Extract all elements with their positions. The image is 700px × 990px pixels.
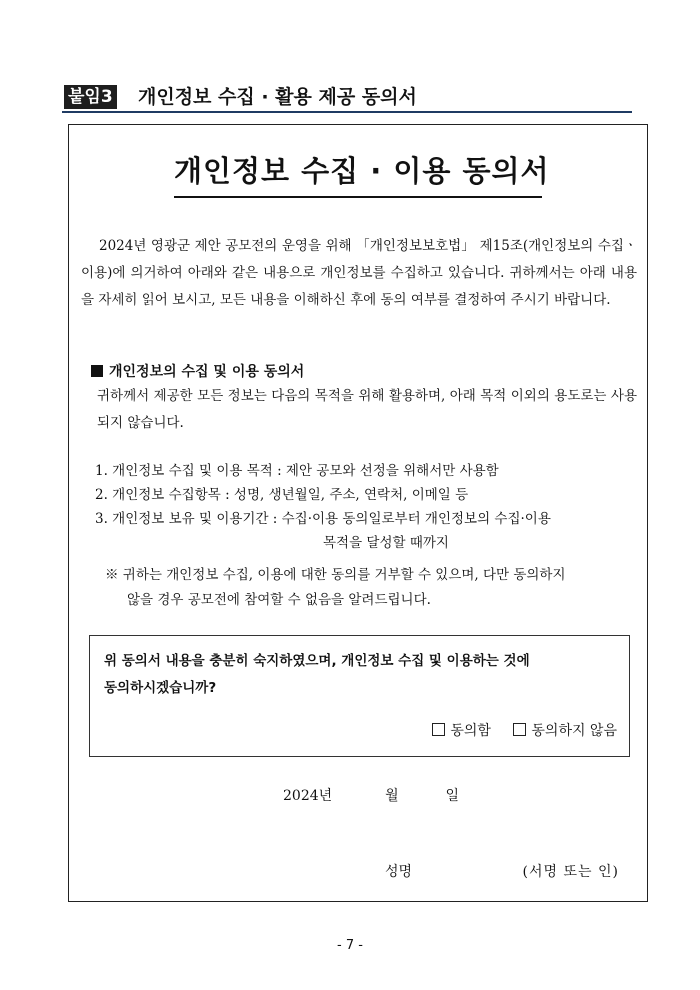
date-year: 2024년	[283, 788, 333, 804]
notice-line: ※ 귀하는 개인정보 수집, 이용에 대한 동의를 거부할 수 있으며, 다만 동의하지	[105, 567, 566, 583]
intro-paragraph	[81, 233, 637, 314]
notice	[105, 563, 645, 613]
form-title: 개인정보 수집 · 이용 동의서	[174, 149, 542, 198]
subheading-paragraph	[97, 383, 637, 437]
signature-label: 성명	[385, 864, 413, 880]
disagree-option[interactable]	[513, 720, 617, 740]
subheading-desc: 귀하께서 제공한 모든 정보는 다음의 목적을 위해 활용하며, 아래 목적 이외의 용도로는 사용되지 않습니다.	[97, 388, 637, 431]
date-month: 월	[385, 788, 399, 804]
list-item-continuation: 목적을 달성할 때까지	[323, 535, 449, 551]
consent-form	[68, 124, 648, 902]
subheading	[91, 361, 304, 381]
list-item: 1. 개인정보 수집 및 이용 목적 : 제안 공모와 선정을 위해서만 사용함	[95, 463, 499, 479]
signature-hint: (서명 또는 인)	[522, 864, 619, 880]
date-line	[283, 785, 459, 805]
consent-question-line: 위 동의서 내용을 충분히 숙지하였으며, 개인정보 수집 및 이용하는 것에	[104, 653, 530, 669]
signature-line	[385, 861, 619, 881]
consent-question-line: 동의하시겠습니까?	[104, 680, 217, 696]
square-bullet-icon	[91, 365, 103, 377]
list-item: 3. 개인정보 보유 및 이용기간 : 수집·이용 동의일로부터 개인정보의 수집·이용	[95, 511, 551, 527]
list-item: 2. 개인정보 수집항목 : 성명, 생년월일, 주소, 연락처, 이메일 등	[95, 487, 469, 503]
notice-line: 않을 경우 공모전에 참여할 수 없음을 알려드립니다.	[127, 592, 431, 608]
section-header	[62, 84, 632, 113]
agree-option[interactable]	[432, 720, 491, 740]
intro-text: 2024년 영광군 제안 공모전의 운영을 위해 「개인정보보호법」 제15조(개인정보의 수집ㆍ이용)에 의거하여 아래와 같은 내용으로 개인정보를 수집하고 있습니다. 귀하께서는 아래 내용을 자세히 읽어 보시고, 모든 내용을 이해하신 후에 동의 여부를 결정하여 주시기 바랍니다.	[81, 238, 637, 308]
agree-checkbox[interactable]	[432, 723, 445, 736]
disagree-label: 동의하지 않음	[531, 723, 617, 739]
agree-label: 동의함	[450, 723, 491, 739]
disagree-checkbox[interactable]	[513, 723, 526, 736]
item-list	[95, 459, 641, 555]
consent-question	[104, 648, 614, 702]
section-title: 개인정보 수집 · 활용 제공 동의서	[138, 86, 417, 108]
page-number: - 7 -	[337, 938, 363, 953]
consent-options	[414, 720, 617, 740]
date-day: 일	[445, 788, 460, 804]
subheading-text: 개인정보의 수집 및 이용 동의서	[109, 364, 305, 380]
attachment-badge: 붙임3	[64, 85, 117, 109]
consent-box	[89, 635, 630, 757]
